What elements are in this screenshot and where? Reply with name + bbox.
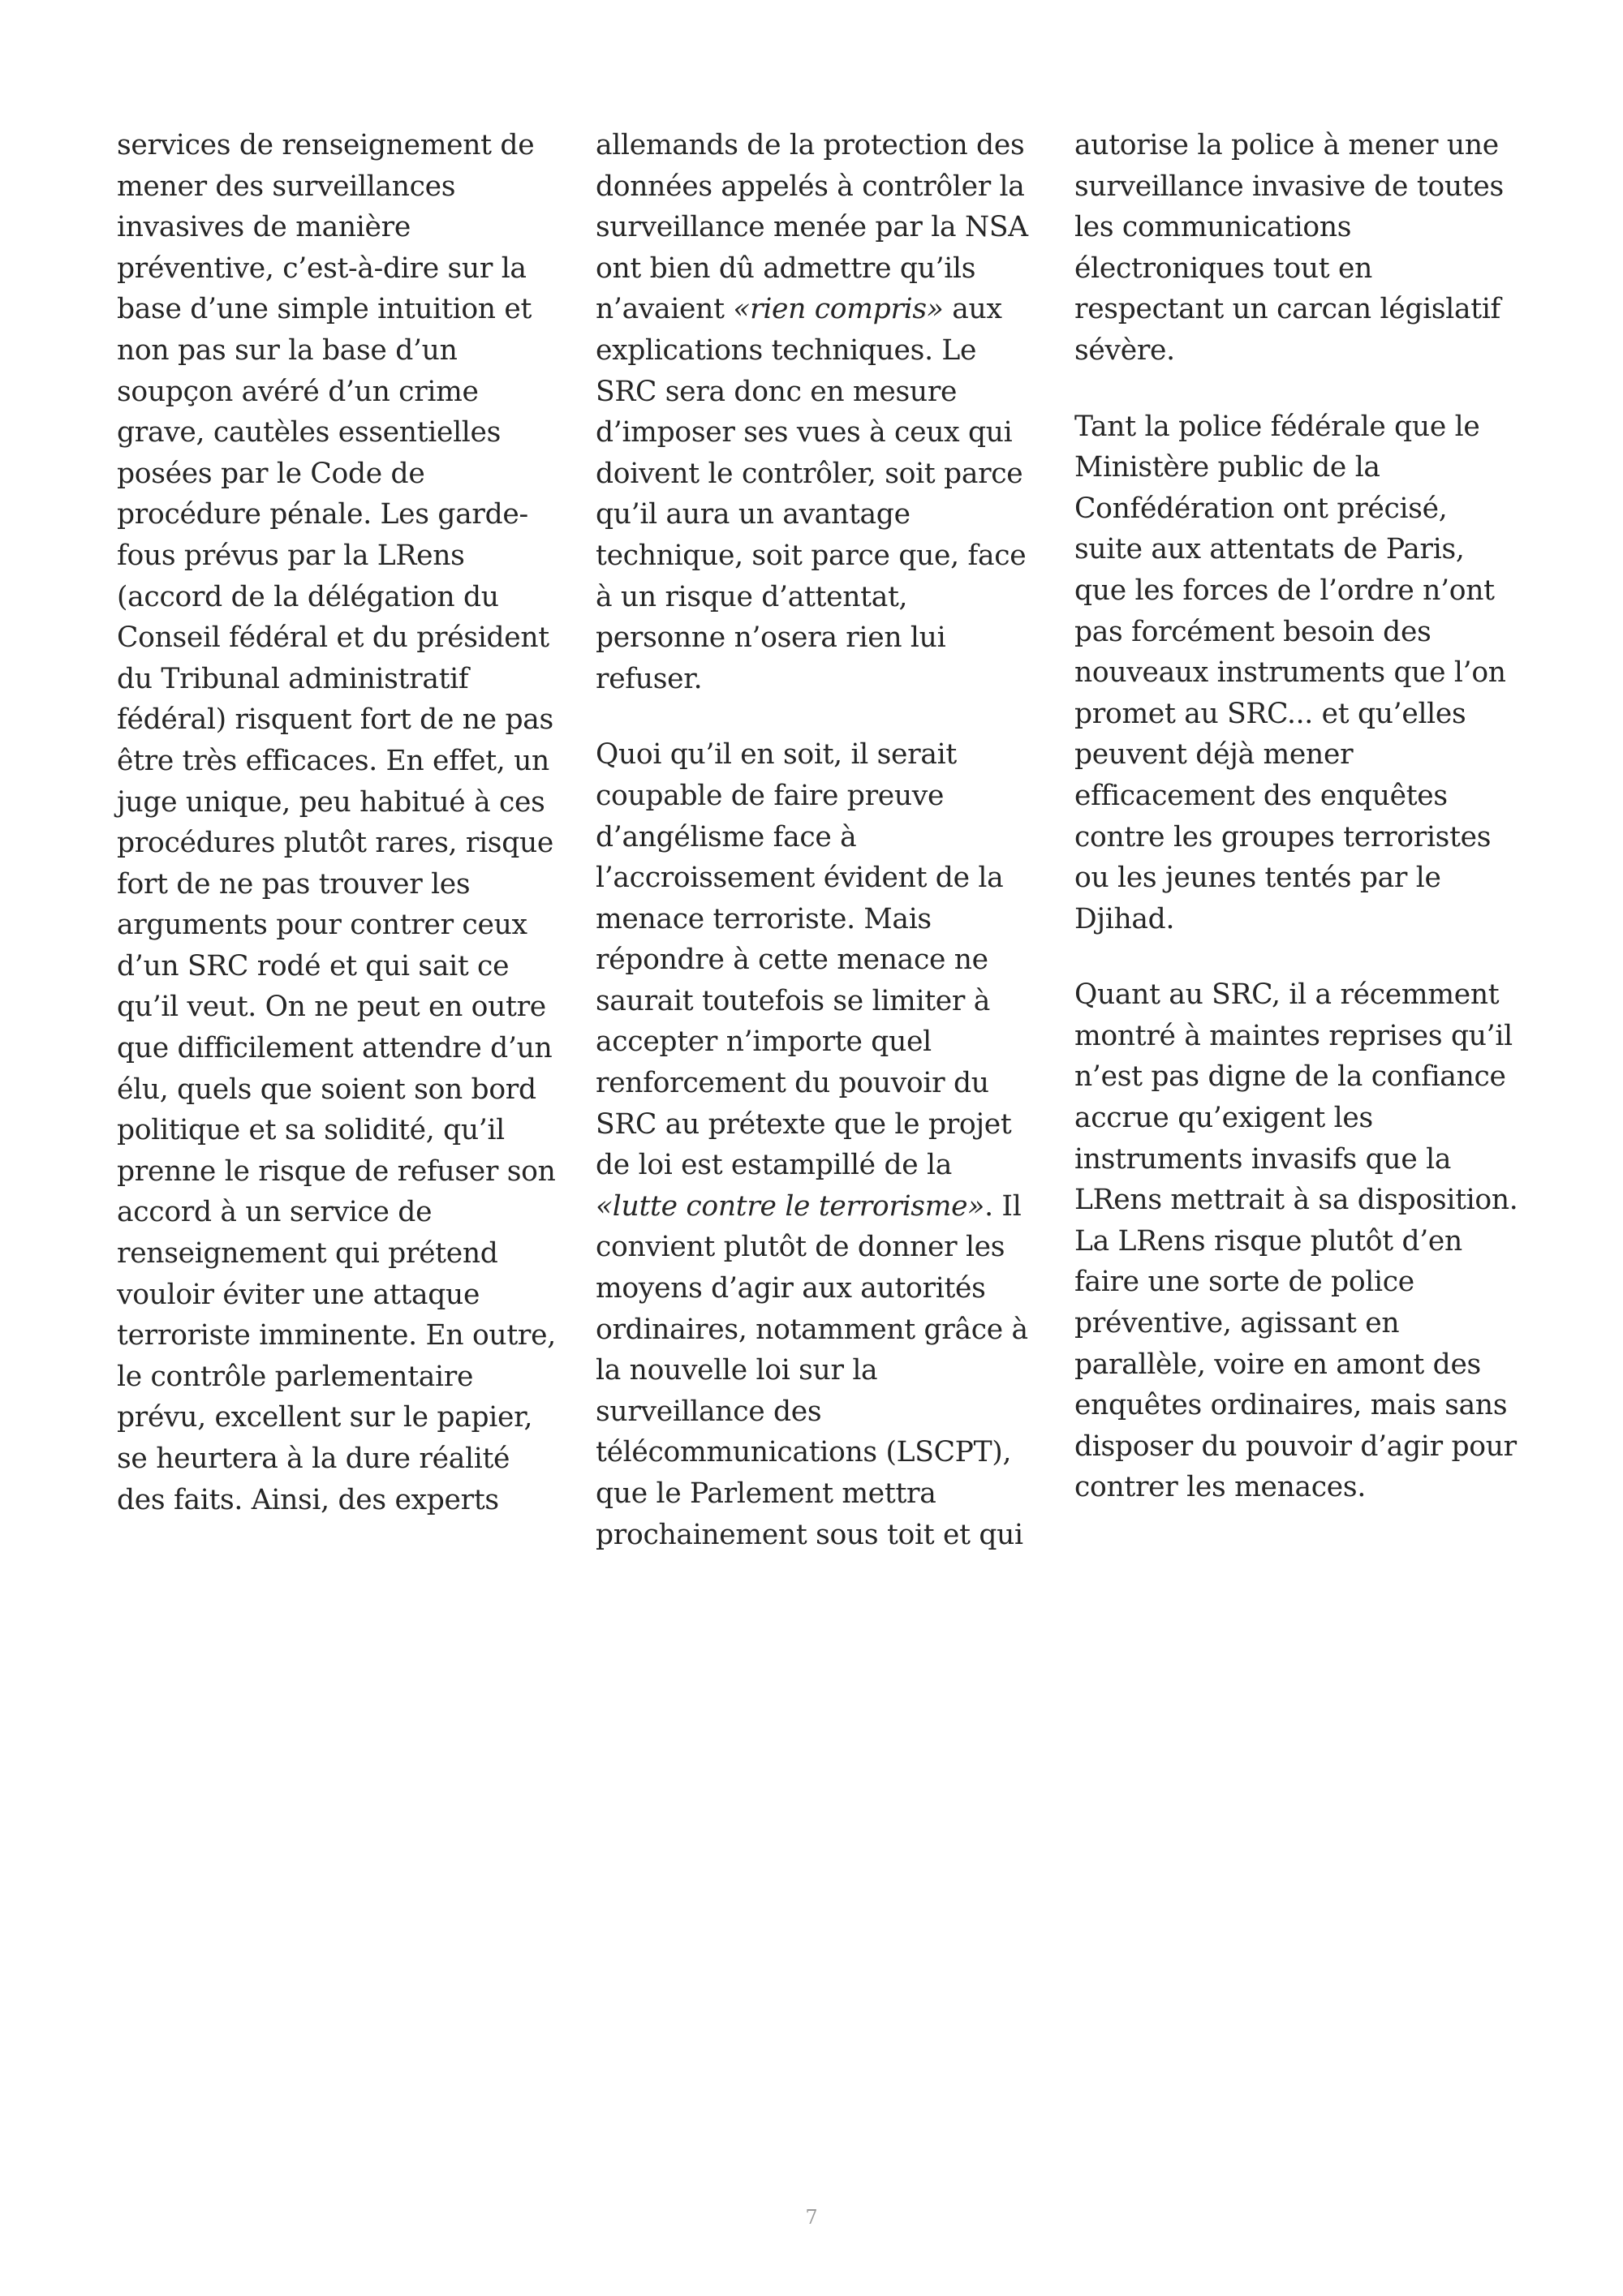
text-line: Quoi qu’il en soit, il serait: [596, 738, 957, 772]
page-number: 7: [805, 2206, 818, 2229]
text-line: La LRens risque plutôt d’en: [1074, 1224, 1462, 1258]
text-line: politique et sa solidité, qu’il: [117, 1114, 505, 1147]
text-line: efficacement des enquêtes: [1074, 779, 1448, 812]
text-line: nouveaux instruments que l’on: [1074, 656, 1506, 690]
text-line: procédures plutôt rares, risque: [117, 827, 554, 860]
text-line: être très efficaces. En effet, un: [117, 744, 549, 777]
text-line: répondre à cette menace ne: [596, 944, 988, 977]
text-line: promet au SRC... et qu’elles: [1074, 697, 1466, 730]
text-line: allemands de la protection des: [596, 129, 1025, 161]
text-line: prévu, excellent sur le papier,: [117, 1401, 533, 1434]
text-line: électroniques tout en: [1074, 252, 1372, 285]
text-line: d’angélisme face à: [596, 820, 857, 853]
text-line: la nouvelle loi sur la: [596, 1354, 878, 1387]
text-line: des faits. Ainsi, des experts: [117, 1483, 499, 1516]
text-line: qu’il veut. On ne peut en outre: [117, 991, 546, 1024]
italic-quote: «rien compris»: [733, 293, 944, 326]
text-line: n’est pas digne de la confiance: [1074, 1060, 1506, 1094]
text-line: fédéral) risquent fort de ne pas: [117, 703, 553, 737]
text-line: fous prévus par la LRens: [117, 539, 465, 572]
text-line: Djihad.: [1074, 902, 1175, 935]
text-line: convient plutôt de donner les: [596, 1231, 1005, 1264]
text-line: d’imposer ses vues à ceux qui: [596, 416, 1013, 449]
text-line: ont bien dû admettre qu’ils: [596, 252, 976, 285]
paragraph-gap: [596, 699, 1038, 734]
text-line: SRC au prétexte que le projet: [596, 1107, 1012, 1141]
text-line: contrer les menaces.: [1074, 1471, 1366, 1504]
text-line: terroriste imminente. En outre,: [117, 1319, 556, 1352]
text-line: saurait toutefois se limiter à: [596, 984, 991, 1017]
text-line: services de renseignement de: [117, 129, 535, 161]
text-line: Confédération ont précisé,: [1074, 492, 1448, 525]
text-line: montré à maintes reprises qu’il: [1074, 1019, 1513, 1052]
text-line: qu’il aura un avantage: [596, 498, 911, 531]
text-line: que les forces de l’ordre n’ont: [1074, 574, 1495, 607]
text-line: SRC sera donc en mesure: [596, 375, 958, 408]
text-line: vouloir éviter une attaque: [117, 1278, 480, 1311]
text-line: menace terroriste. Mais: [596, 902, 932, 935]
text-line: Quant au SRC, il a récemment: [1074, 978, 1500, 1012]
text-line: grave, cautèles essentielles: [117, 416, 502, 449]
paragraph-gap: [1074, 372, 1517, 406]
text-line: à un risque d’attentat,: [596, 580, 908, 613]
text-line: moyens d’agir aux autorités: [596, 1272, 986, 1305]
text-line: peuvent déjà mener: [1074, 738, 1354, 772]
text-line: ou les jeunes tentés par le: [1074, 862, 1441, 895]
paragraph: [1074, 125, 1517, 372]
text-line: préventive, c’est-à-dire sur la: [117, 252, 527, 285]
text-line: faire une sorte de police: [1074, 1266, 1414, 1299]
text-line: arguments pour contrer ceux: [117, 909, 527, 942]
text-line: d’un SRC rodé et qui sait ce: [117, 949, 510, 982]
text-line: du Tribunal administratif: [117, 662, 469, 695]
text-line: que le Parlement mettra: [596, 1477, 936, 1510]
text-line: mener des surveillances: [117, 170, 456, 203]
text-line: instruments invasifs que la: [1074, 1142, 1452, 1176]
text-line: refuser.: [596, 662, 703, 695]
text-line: ordinaires, notamment grâce à: [596, 1313, 1028, 1346]
text-line: les communications: [1074, 211, 1352, 244]
text-line: base d’une simple intuition et: [117, 293, 532, 326]
text-line: «lutte contre le terrorisme». Il: [596, 1189, 1022, 1223]
text-line: le contrôle parlementaire: [117, 1360, 474, 1393]
text-line: juge unique, peu habitué à ces: [117, 785, 545, 819]
text-line: parallèle, voire en amont des: [1074, 1348, 1481, 1381]
text-line: disposer du pouvoir d’agir pour: [1074, 1430, 1517, 1463]
text-column-1: [117, 125, 559, 1520]
text-line: télécommunications (LSCPT),: [596, 1436, 1012, 1469]
text-column-3: [1074, 125, 1517, 1508]
text-line: suite aux attentats de Paris,: [1074, 533, 1465, 566]
paragraph: [117, 125, 559, 1520]
text-line: de loi est estampillé de la: [596, 1149, 953, 1182]
text-line: (accord de la délégation du: [117, 580, 499, 613]
text-line: respectant un carcan législatif: [1074, 293, 1501, 326]
text-line: pas forcément besoin des: [1074, 615, 1431, 648]
text-line: renforcement du pouvoir du: [596, 1067, 989, 1100]
text-line: surveillance invasive de toutes: [1074, 170, 1504, 203]
text-line: Ministère public de la: [1074, 451, 1380, 484]
text-line: technique, soit parce que, face: [596, 539, 1027, 572]
text-line: explications techniques. Le: [596, 333, 977, 367]
text-line: préventive, agissant en: [1074, 1307, 1400, 1340]
text-line: procédure pénale. Les garde-: [117, 498, 528, 531]
italic-quote: «lutte contre le terrorisme»: [596, 1189, 985, 1223]
text-line: invasives de manière: [117, 211, 411, 244]
text-line: accrue qu’exigent les: [1074, 1102, 1373, 1135]
paragraph: [596, 125, 1038, 699]
text-line: surveillance des: [596, 1395, 822, 1428]
text-line: élu, quels que soient son bord: [117, 1073, 536, 1106]
text-line: se heurtera à la dure réalité: [117, 1443, 510, 1475]
text-line: que difficilement attendre d’un: [117, 1032, 553, 1065]
text-line: accepter n’importe quel: [596, 1025, 932, 1059]
paragraph: [1074, 406, 1517, 940]
text-line: soupçon avéré d’un crime: [117, 375, 479, 408]
text-line: prenne le risque de refuser son: [117, 1154, 556, 1188]
text-line: enquêtes ordinaires, mais sans: [1074, 1389, 1508, 1422]
text-line: Conseil fédéral et du président: [117, 621, 549, 655]
text-line: Tant la police fédérale que le: [1074, 410, 1480, 443]
text-line: fort de ne pas trouver les: [117, 867, 471, 901]
text-line: l’accroissement évident de la: [596, 862, 1004, 895]
text-line: prochainement sous toit et qui: [596, 1518, 1023, 1551]
paragraph-gap: [1074, 939, 1517, 974]
text-line: données appelés à contrôler la: [596, 170, 1025, 203]
text-line: surveillance menée par la NSA: [596, 211, 1028, 244]
text-line: n’avaient «rien compris» aux: [596, 293, 1002, 326]
text-line: autorise la police à mener une: [1074, 129, 1499, 161]
text-line: doivent le contrôler, soit parce: [596, 457, 1023, 490]
text-line: posées par le Code de: [117, 457, 425, 490]
text-line: personne n’osera rien lui: [596, 621, 946, 655]
paragraph: [596, 734, 1038, 1555]
text-line: contre les groupes terroristes: [1074, 820, 1492, 853]
text-column-2: [596, 125, 1038, 1555]
text-line: renseignement qui prétend: [117, 1237, 498, 1271]
text-line: LRens mettrait à sa disposition.: [1074, 1184, 1518, 1217]
text-line: coupable de faire preuve: [596, 779, 945, 812]
text-line: non pas sur la base d’un: [117, 333, 458, 367]
paragraph: [1074, 974, 1517, 1508]
text-line: sévère.: [1074, 333, 1175, 367]
text-line: accord à un service de: [117, 1196, 433, 1229]
